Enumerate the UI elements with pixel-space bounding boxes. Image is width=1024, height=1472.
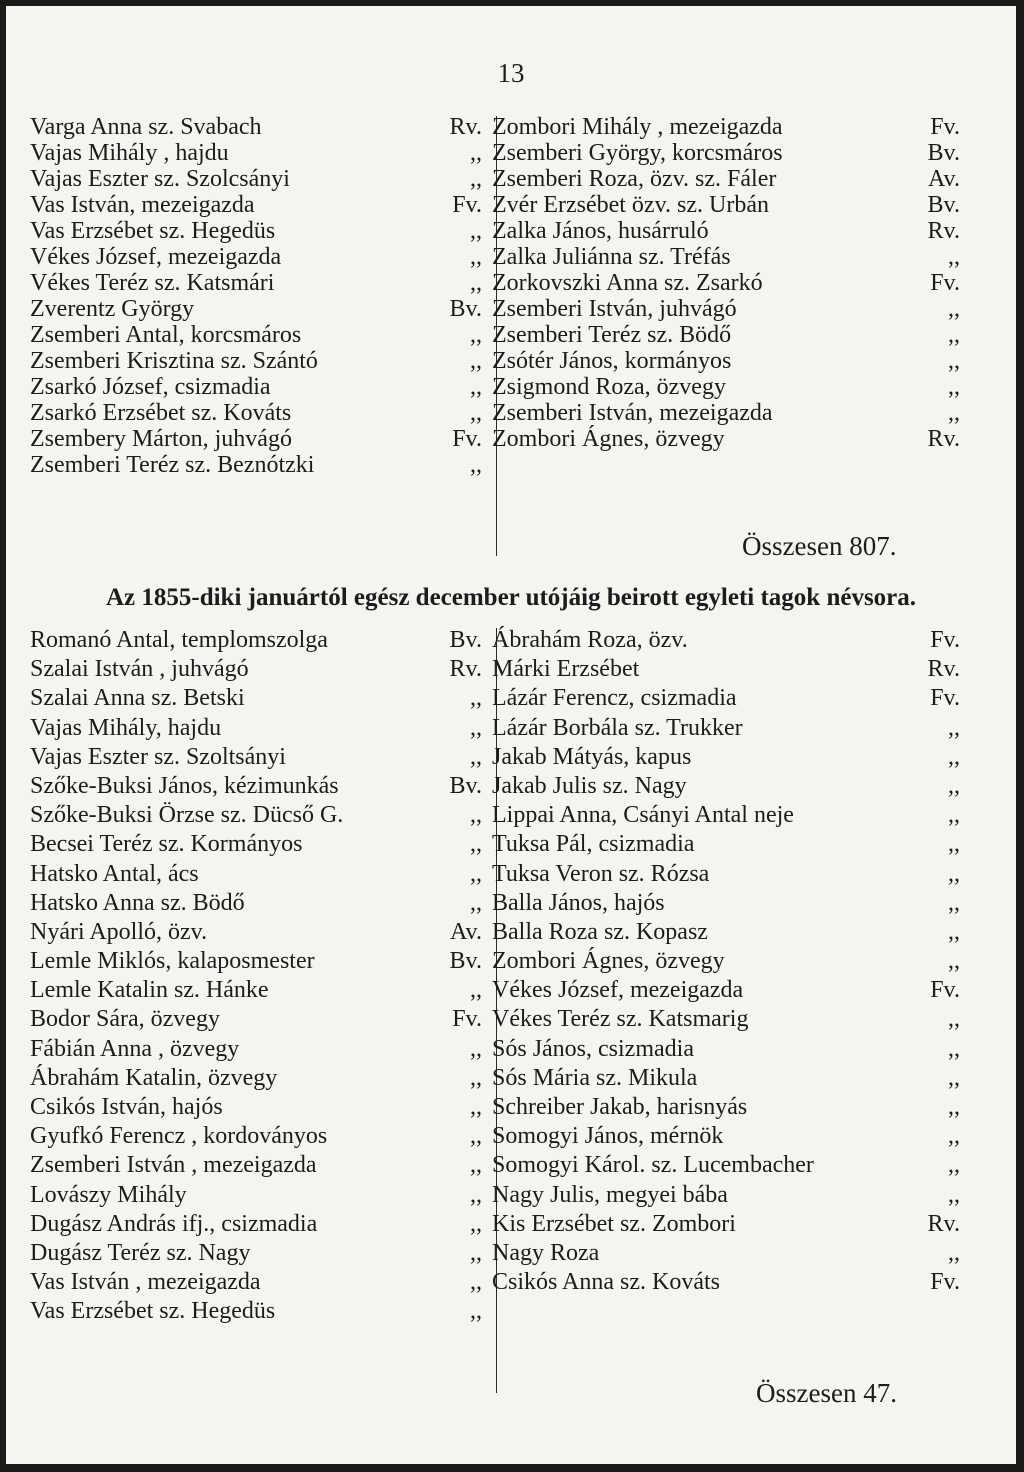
member-row — [492, 655, 960, 684]
member-name: Vékes Teréz sz. Katsmarig — [492, 1006, 749, 1033]
member-place: ,, — [948, 743, 960, 770]
member-row — [492, 947, 960, 976]
member-place: ,, — [470, 1181, 482, 1208]
member-row — [30, 452, 482, 478]
member-name: Lippai Anna, Csányi Antal neje — [492, 802, 794, 829]
member-name: Nyári Apolló, özv. — [30, 918, 208, 945]
member-place: ,, — [948, 244, 960, 270]
member-name: Somogyi Károl. sz. Lucembacher — [492, 1152, 814, 1179]
member-place: Fv. — [930, 627, 960, 653]
member-row — [492, 1093, 960, 1122]
member-name: Zsemberi Krisztina sz. Szántó — [30, 348, 318, 374]
member-place: ,, — [470, 1210, 482, 1237]
member-place: Av. — [928, 166, 960, 192]
member-row — [492, 218, 960, 244]
member-row — [30, 684, 482, 713]
member-row — [30, 714, 482, 743]
member-name: Vas István , mezeigazda — [30, 1269, 261, 1296]
member-place: ,, — [470, 1239, 482, 1266]
member-row — [30, 976, 482, 1005]
section-heading: Az 1855-diki januártól egész december utójáig beirott egyleti tagok névsora. — [105, 584, 917, 611]
member-place: ,, — [948, 772, 960, 799]
member-row — [492, 714, 960, 743]
member-place: Bv. — [927, 140, 960, 166]
member-name: Csikós Anna sz. Kováts — [492, 1269, 720, 1296]
member-place: ,, — [948, 1035, 960, 1062]
member-place: ,, — [470, 218, 482, 244]
member-name: Szőke-Buksi Örzse sz. Dücső G. — [30, 802, 344, 829]
member-name: Romanó Antal, templomszolga — [30, 627, 328, 653]
member-row — [30, 889, 482, 918]
member-name: Vékes József, mezeigazda — [492, 977, 744, 1004]
member-name: Zsarkó Erzsébet sz. Kováts — [30, 400, 292, 426]
member-name: Gyufkó Ferencz , kordoványos — [30, 1123, 328, 1150]
member-row — [30, 1093, 482, 1122]
member-place: ,, — [948, 348, 960, 374]
member-row — [30, 348, 482, 374]
member-name: Zsótér János, kormányos — [492, 348, 732, 374]
member-place: ,, — [470, 348, 482, 374]
member-place: ,, — [470, 1094, 482, 1120]
member-name: Lázár Borbála sz. Trukker — [492, 714, 743, 741]
member-row — [492, 976, 960, 1005]
member-row — [30, 426, 482, 452]
member-row — [492, 1005, 960, 1034]
member-name: Zsemberi Roza, özv. sz. Fáler — [492, 166, 777, 192]
member-place: ,, — [470, 140, 482, 166]
member-row — [30, 192, 482, 218]
member-row — [30, 655, 482, 684]
member-place: ,, — [470, 1298, 482, 1325]
member-row — [30, 1268, 482, 1297]
member-place: Fv. — [930, 1269, 960, 1296]
member-place: ,, — [470, 685, 482, 712]
member-name: Zsigmond Roza, özvegy — [492, 374, 726, 400]
member-name: Vajas Eszter sz. Szolcsányi — [30, 166, 290, 192]
member-row — [30, 322, 482, 348]
member-place: ,, — [470, 977, 482, 1004]
member-place: Fv. — [930, 977, 960, 1004]
member-row — [492, 1210, 960, 1239]
member-row — [30, 860, 482, 889]
member-place: ,, — [470, 889, 482, 916]
member-name: Kis Erzsébet sz. Zombori — [492, 1210, 736, 1237]
member-row — [30, 166, 482, 192]
member-name: Vajas Mihály , hajdu — [30, 140, 229, 166]
member-name: Bodor Sára, özvegy — [30, 1006, 220, 1033]
member-name: Zsemberi György, korcsmáros — [492, 140, 783, 166]
member-name: Zsemberi István, mezeigazda — [492, 400, 773, 426]
member-row — [30, 296, 482, 322]
member-place: ,, — [470, 374, 482, 400]
member-name: Jakab Mátyás, kapus — [492, 743, 692, 770]
member-name: Balla János, hajós — [492, 889, 665, 916]
member-row — [492, 1151, 960, 1180]
member-row — [492, 270, 960, 296]
member-place: ,, — [470, 860, 482, 887]
member-name: Somogyi János, mérnök — [492, 1123, 724, 1150]
member-name: Vékes Teréz sz. Katsmári — [30, 270, 275, 296]
member-row — [492, 830, 960, 859]
member-row — [492, 348, 960, 374]
member-place: ,, — [948, 296, 960, 322]
member-place: Bv. — [449, 772, 482, 799]
member-name: Hatsko Anna sz. Bödő — [30, 889, 245, 916]
member-name: Nagy Julis, megyei bába — [492, 1181, 728, 1208]
member-name: Szőke-Buksi János, kézimunkás — [30, 772, 339, 799]
member-name: Zombori Mihály , mezeigazda — [492, 114, 783, 140]
member-row — [492, 772, 960, 801]
member-name: Zalka János, husárruló — [492, 218, 709, 244]
member-name: Balla Roza sz. Kopasz — [492, 918, 708, 945]
member-name: Dugász Teréz sz. Nagy — [30, 1239, 251, 1266]
member-row — [30, 830, 482, 859]
member-place: Rv. — [927, 1210, 960, 1237]
member-name: Lemle Katalin sz. Hánke — [30, 977, 269, 1004]
member-name: Sós János, csizmadia — [492, 1035, 694, 1062]
member-place: ,, — [948, 1006, 960, 1033]
member-name: Ábrahám Roza, özv. — [492, 627, 688, 653]
member-place: ,, — [948, 1181, 960, 1208]
member-name: Zverentz György — [30, 296, 195, 322]
member-name: Ábrahám Katalin, özvegy — [30, 1064, 278, 1091]
member-name: Zorkovszki Anna sz. Zsarkó — [492, 270, 763, 296]
member-row — [492, 400, 960, 426]
member-place: ,, — [470, 1123, 482, 1150]
member-row — [30, 244, 482, 270]
member-row — [492, 1181, 960, 1210]
member-row — [492, 1064, 960, 1093]
member-place: Rv. — [449, 656, 482, 683]
member-place: ,, — [948, 400, 960, 426]
section-1-total: Összesen 807. — [742, 531, 897, 561]
member-name: Tuksa Pál, csizmadia — [492, 831, 695, 858]
member-row — [30, 801, 482, 830]
member-name: Szalai Anna sz. Betski — [30, 685, 245, 712]
member-place: ,, — [948, 374, 960, 400]
member-place: ,, — [948, 948, 960, 975]
member-place: ,, — [948, 322, 960, 348]
member-place: ,, — [948, 1123, 960, 1150]
member-place: ,, — [470, 802, 482, 829]
member-place: ,, — [948, 1094, 960, 1120]
member-place: Bv. — [449, 296, 482, 322]
member-name: Vas István, mezeigazda — [30, 192, 255, 218]
member-place: ,, — [470, 270, 482, 296]
member-place: Fv. — [452, 192, 482, 218]
member-place: Fv. — [452, 426, 482, 452]
member-place: ,, — [948, 1064, 960, 1091]
member-row — [492, 244, 960, 270]
member-row — [30, 1210, 482, 1239]
member-place: Rv. — [927, 656, 960, 683]
member-row — [30, 1005, 482, 1034]
member-row — [492, 626, 960, 655]
member-row — [30, 400, 482, 426]
member-name: Schreiber Jakab, harisnyás — [492, 1094, 748, 1120]
member-row — [492, 1268, 960, 1297]
member-place: Bv. — [449, 627, 482, 653]
member-name: Zsembery Márton, juhvágó — [30, 426, 292, 452]
member-place: ,, — [948, 860, 960, 887]
member-row — [30, 218, 482, 244]
member-place: ,, — [470, 452, 482, 478]
member-row — [492, 889, 960, 918]
member-place: ,, — [470, 400, 482, 426]
member-row — [30, 1239, 482, 1268]
member-row — [492, 166, 960, 192]
member-row — [492, 918, 960, 947]
member-place: ,, — [470, 1035, 482, 1062]
member-row — [492, 114, 960, 140]
member-name: Zsarkó József, csizmadia — [30, 374, 271, 400]
member-name: Fábián Anna , özvegy — [30, 1035, 240, 1062]
member-place: Rv. — [927, 426, 960, 452]
section-2-total: Összesen 47. — [756, 1378, 897, 1408]
member-row — [30, 270, 482, 296]
member-place: Bv. — [927, 192, 960, 218]
member-place: Fv. — [452, 1006, 482, 1033]
member-row — [30, 918, 482, 947]
member-place: ,, — [948, 802, 960, 829]
member-row — [30, 772, 482, 801]
member-row — [30, 140, 482, 166]
member-name: Vas Erzsébet sz. Hegedüs — [30, 1298, 276, 1325]
member-row — [30, 114, 482, 140]
member-name: Becsei Teréz sz. Kormányos — [30, 831, 303, 858]
member-place: ,, — [470, 1064, 482, 1091]
member-name: Vajas Eszter sz. Szoltsányi — [30, 743, 286, 770]
member-name: Zvér Erzsébet özv. sz. Urbán — [492, 192, 769, 218]
member-place: Fv. — [930, 270, 960, 296]
member-row — [492, 1035, 960, 1064]
member-place: Rv. — [927, 218, 960, 244]
member-row — [492, 801, 960, 830]
member-row — [30, 1122, 482, 1151]
member-name: Csikós István, hajós — [30, 1094, 223, 1120]
member-row — [492, 192, 960, 218]
member-row — [30, 1181, 482, 1210]
member-name: Zombori Ágnes, özvegy — [492, 948, 725, 975]
member-name: Lázár Ferencz, csizmadia — [492, 685, 737, 712]
member-name: Zalka Juliánna sz. Tréfás — [492, 244, 731, 270]
member-name: Hatsko Antal, ács — [30, 860, 199, 887]
member-name: Zsemberi Teréz sz. Beznótzki — [30, 452, 315, 478]
member-place: ,, — [948, 1152, 960, 1179]
member-row — [492, 374, 960, 400]
member-row — [492, 684, 960, 713]
member-place: ,, — [948, 1239, 960, 1266]
member-place: ,, — [470, 166, 482, 192]
member-place: Fv. — [930, 114, 960, 140]
member-row — [30, 1035, 482, 1064]
member-row — [492, 1122, 960, 1151]
member-name: Vas Erzsébet sz. Hegedüs — [30, 218, 276, 244]
member-name: Nagy Roza — [492, 1239, 600, 1266]
member-place: ,, — [470, 743, 482, 770]
member-place: ,, — [948, 831, 960, 858]
member-row — [492, 426, 960, 452]
member-name: Jakab Julis sz. Nagy — [492, 772, 687, 799]
member-place: ,, — [470, 1269, 482, 1296]
member-place: ,, — [948, 918, 960, 945]
member-name: Varga Anna sz. Svabach — [30, 114, 262, 140]
member-name: Zsemberi István , mezeigazda — [30, 1152, 317, 1179]
member-row — [30, 374, 482, 400]
page-number: 13 — [497, 58, 525, 88]
member-row — [30, 1297, 482, 1326]
member-name: Sós Mária sz. Mikula — [492, 1064, 698, 1091]
right-column — [492, 626, 960, 1297]
member-row — [492, 322, 960, 348]
member-name: Zombori Ágnes, özvegy — [492, 426, 725, 452]
member-row — [492, 860, 960, 889]
member-place: ,, — [470, 322, 482, 348]
member-place: ,, — [470, 714, 482, 741]
member-row — [492, 296, 960, 322]
member-place: Fv. — [930, 685, 960, 712]
member-row — [492, 1239, 960, 1268]
member-row — [30, 743, 482, 772]
member-name: Lemle Miklós, kalaposmester — [30, 948, 315, 975]
member-name: Zsemberi Antal, korcsmáros — [30, 322, 302, 348]
member-row — [492, 140, 960, 166]
member-place: ,, — [948, 714, 960, 741]
member-place: ,, — [470, 1152, 482, 1179]
left-column — [30, 626, 482, 1327]
member-row — [30, 947, 482, 976]
member-name: Vékes József, mezeigazda — [30, 244, 282, 270]
member-name: Vajas Mihály, hajdu — [30, 714, 222, 741]
member-place: ,, — [470, 244, 482, 270]
right-column — [492, 114, 960, 452]
member-row — [30, 1064, 482, 1093]
member-name: Szalai István , juhvágó — [30, 656, 249, 683]
member-name: Zsemberi István, juhvágó — [492, 296, 737, 322]
member-place: Bv. — [449, 948, 482, 975]
member-place: Rv. — [449, 114, 482, 140]
member-place: Av. — [450, 918, 482, 945]
member-row — [30, 1151, 482, 1180]
member-name: Dugász András ifj., csizmadia — [30, 1210, 318, 1237]
member-name: Tuksa Veron sz. Rózsa — [492, 860, 710, 887]
member-name: Zsemberi Teréz sz. Bödő — [492, 322, 732, 348]
left-column — [30, 114, 482, 478]
member-name: Lovászy Mihály — [30, 1181, 187, 1208]
member-place: ,, — [948, 889, 960, 916]
member-row — [492, 743, 960, 772]
member-row — [30, 626, 482, 655]
page — [6, 6, 1016, 1464]
member-place: ,, — [470, 831, 482, 858]
member-name: Márki Erzsébet — [492, 656, 640, 683]
